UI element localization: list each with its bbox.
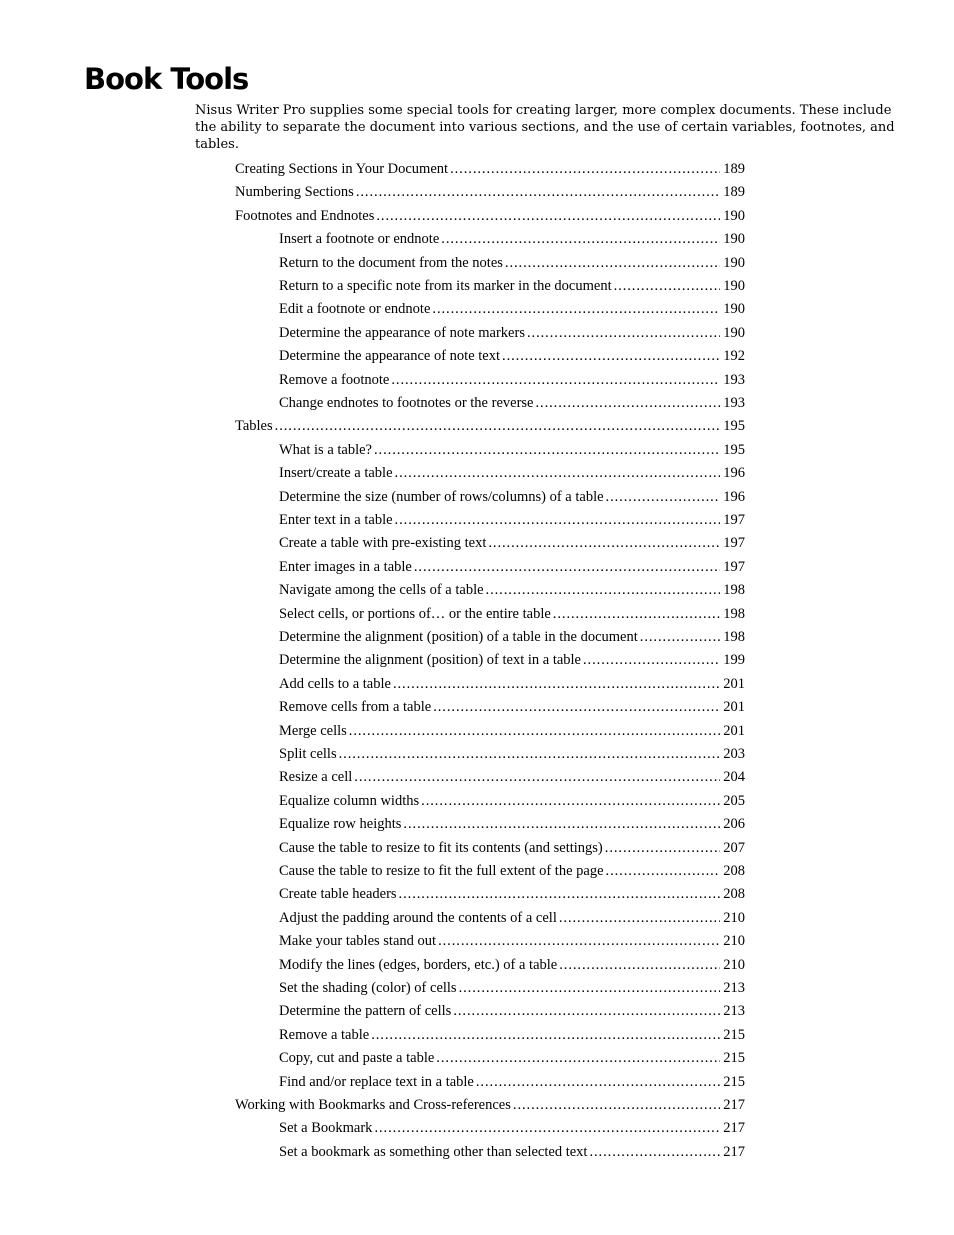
toc-entry-label: Enter images in a table	[279, 558, 412, 575]
dot-leader	[391, 369, 720, 392]
toc-entry[interactable]	[279, 532, 745, 555]
toc-entry-label: Determine the size (number of rows/columns) of a table	[279, 488, 604, 505]
toc-entry-page-number: 201	[723, 675, 745, 692]
toc-entry-page-number: 197	[723, 535, 745, 552]
toc-entry-page-number: 215	[723, 1026, 745, 1043]
toc-entry-label: Insert/create a table	[279, 465, 393, 482]
toc-entry-label: Find and/or replace text in a table	[279, 1073, 474, 1090]
toc-entry-label: Determine the alignment (position) of a table in the document	[279, 629, 638, 645]
toc-entry-label: Modify the lines (edges, borders, etc.) of a table	[279, 956, 558, 973]
toc-entry[interactable]	[279, 509, 745, 532]
toc-entry[interactable]	[279, 930, 745, 953]
toc-entry-page-number: 199	[723, 652, 745, 669]
toc-entry-page-number: 217	[723, 1120, 745, 1137]
dot-leader	[527, 322, 720, 345]
dot-leader	[438, 930, 720, 953]
toc-entry[interactable]	[279, 1071, 745, 1094]
toc-entry-page-number: 203	[723, 746, 745, 762]
dot-leader	[640, 626, 720, 649]
toc-entry-label: Merge cells	[279, 722, 347, 739]
dot-leader	[395, 462, 721, 485]
toc-entry-page-number: 213	[723, 980, 745, 996]
dot-leader	[399, 883, 721, 906]
toc-entry[interactable]	[235, 1094, 745, 1117]
toc-entry-label: Resize a cell	[279, 769, 353, 786]
toc-entry[interactable]	[279, 252, 745, 275]
toc-entry-page-number: 208	[723, 863, 745, 879]
toc-entry-page-number: 190	[723, 254, 745, 271]
toc-entry-label: Determine the appearance of note text	[279, 348, 501, 365]
dot-leader	[614, 275, 721, 298]
toc-entry[interactable]	[279, 486, 745, 509]
dot-leader	[486, 579, 721, 602]
toc-entry-label: Adjust the padding around the contents of a cell	[279, 909, 557, 926]
dot-leader	[371, 1024, 720, 1047]
toc-entry[interactable]	[279, 626, 745, 649]
dot-leader	[488, 532, 720, 555]
toc-entry-page-number: 193	[723, 395, 745, 411]
toc-entry-page-number: 201	[723, 699, 745, 716]
toc-entry[interactable]	[279, 275, 745, 298]
toc-entry-label: Make your tables stand out	[279, 933, 437, 950]
toc-entry-label: Creating Sections in Your Document	[235, 161, 449, 177]
toc-entry[interactable]	[279, 345, 745, 368]
toc-entry[interactable]	[235, 205, 745, 228]
toc-entry[interactable]	[279, 649, 745, 672]
dot-leader	[356, 181, 720, 204]
toc-entry[interactable]	[279, 696, 745, 719]
toc-entry-page-number: 217	[723, 1097, 745, 1113]
toc-entry[interactable]	[279, 439, 745, 462]
toc-entry-page-number: 206	[723, 816, 745, 833]
toc-entry-page-number: 217	[723, 1143, 745, 1160]
toc-entry[interactable]	[279, 392, 745, 415]
toc-entry-page-number: 195	[723, 418, 745, 435]
dot-leader	[433, 696, 720, 719]
dot-leader	[349, 720, 720, 743]
toc-entry-page-number: 197	[723, 558, 745, 575]
toc-entry-label: Create table headers	[279, 886, 397, 903]
dot-leader	[505, 252, 720, 275]
toc-entry-page-number: 210	[723, 909, 745, 926]
toc-entry-label: Insert a footnote or endnote	[279, 231, 440, 248]
dot-leader	[459, 977, 721, 1000]
toc-entry[interactable]	[235, 181, 745, 204]
toc-entry[interactable]	[279, 813, 745, 836]
toc-entry[interactable]	[279, 837, 745, 860]
toc-entry-page-number: 190	[723, 324, 745, 341]
dot-leader	[559, 907, 720, 930]
intro-paragraph: Nisus Writer Pro supplies some special tools for creating larger, more complex documents. These include the ability to separate the document into various sections, and the use of certain variables, footnotes, and tables.	[195, 103, 895, 152]
dot-leader	[583, 649, 720, 672]
toc-entry-label: Cause the table to resize to fit its contents (and settings)	[279, 839, 603, 856]
dot-leader	[535, 392, 720, 415]
page-title: Book Tools	[84, 62, 249, 96]
toc-entry-label: Determine the appearance of note markers	[279, 324, 525, 341]
dot-leader	[559, 954, 720, 977]
dot-leader	[476, 1071, 720, 1094]
toc-entry-label: Tables	[235, 418, 273, 435]
toc-entry-label: Remove cells from a table	[279, 699, 432, 716]
dot-leader	[403, 813, 720, 836]
dot-leader	[275, 415, 721, 438]
toc-entry[interactable]	[279, 462, 745, 485]
dot-leader	[414, 556, 720, 579]
dot-leader	[339, 743, 721, 766]
toc-entry[interactable]	[279, 369, 745, 392]
toc-entry-page-number: 190	[723, 207, 745, 224]
toc-entry-label: Equalize row heights	[279, 816, 402, 833]
toc-entry-label: Set a Bookmark	[279, 1120, 373, 1137]
toc-entry-label: Numbering Sections	[235, 184, 354, 201]
toc-entry-page-number: 213	[723, 1003, 745, 1020]
toc-entry-page-number: 192	[723, 348, 745, 365]
toc-entry-label: Navigate among the cells of a table	[279, 582, 484, 599]
toc-entry-page-number: 196	[723, 488, 745, 505]
toc-entry[interactable]	[279, 1141, 745, 1164]
toc-entry[interactable]	[279, 883, 745, 906]
dot-leader	[421, 790, 720, 813]
toc-entry[interactable]	[279, 1117, 745, 1140]
toc-entry-label: Set a bookmark as something other than selected text	[279, 1143, 588, 1160]
toc-entry[interactable]	[279, 1047, 745, 1070]
toc-entry-label: Change endnotes to footnotes or the reverse	[279, 395, 534, 411]
toc-entry-page-number: 207	[723, 839, 745, 856]
toc-entry-label: Enter text in a table	[279, 512, 393, 528]
toc-entry-page-number: 195	[723, 441, 745, 458]
toc-entry-label: Return to the document from the notes	[279, 254, 503, 271]
toc-entry-page-number: 208	[723, 886, 745, 903]
toc-entry[interactable]	[279, 298, 745, 321]
dot-leader	[606, 860, 721, 883]
dot-leader	[395, 509, 721, 532]
toc-entry-page-number: 190	[723, 231, 745, 248]
toc-entry-label: Add cells to a table	[279, 675, 391, 692]
dot-leader	[432, 298, 720, 321]
toc-entry[interactable]	[279, 673, 745, 696]
dot-leader	[374, 1117, 720, 1140]
toc-entry[interactable]	[279, 907, 745, 930]
toc-entry-page-number: 196	[723, 465, 745, 482]
toc-entry-page-number: 189	[723, 161, 745, 177]
dot-leader	[589, 1141, 720, 1164]
toc-entry-label: Determine the pattern of cells	[279, 1003, 452, 1020]
toc-entry-label: Return to a specific note from its marker in the document	[279, 278, 612, 294]
toc-entry-label: What is a table?	[279, 441, 372, 458]
toc-entry[interactable]	[279, 954, 745, 977]
toc-entry[interactable]	[279, 743, 745, 766]
dot-leader	[436, 1047, 720, 1070]
dot-leader	[513, 1094, 720, 1117]
toc-entry-page-number: 198	[723, 605, 745, 622]
toc-entry-label: Determine the alignment (position) of text in a table	[279, 652, 581, 669]
toc-entry-label: Footnotes and Endnotes	[235, 207, 375, 224]
dot-leader	[393, 673, 720, 696]
toc-entry-label: Remove a table	[279, 1026, 370, 1043]
dot-leader	[453, 1000, 720, 1023]
toc-entry-page-number: 201	[723, 722, 745, 739]
toc-entry[interactable]	[279, 322, 745, 345]
toc-entry-label: Edit a footnote or endnote	[279, 301, 431, 318]
dot-leader	[374, 439, 720, 462]
toc-entry[interactable]	[235, 158, 745, 181]
toc-entry[interactable]	[235, 415, 745, 438]
toc-entry-label: Remove a footnote	[279, 371, 390, 388]
toc-entry[interactable]	[279, 579, 745, 602]
toc-entry-page-number: 215	[723, 1073, 745, 1090]
toc-entry-page-number: 204	[723, 769, 745, 786]
toc-entry[interactable]	[279, 766, 745, 789]
toc-entry-label: Working with Bookmarks and Cross-references	[235, 1097, 511, 1113]
dot-leader	[605, 837, 720, 860]
toc-entry[interactable]	[279, 603, 745, 626]
toc-entry[interactable]	[279, 1000, 745, 1023]
toc-entry-page-number: 198	[723, 582, 745, 599]
dot-leader	[441, 228, 720, 251]
toc-entry-label: Set the shading (color) of cells	[279, 980, 457, 996]
toc-entry-page-number: 215	[723, 1050, 745, 1067]
toc-entry-label: Select cells, or portions of… or the entire table	[279, 605, 551, 622]
dot-leader	[354, 766, 720, 789]
toc-entry-page-number: 210	[723, 956, 745, 973]
toc-entry-label: Equalize column widths	[279, 792, 420, 809]
toc-entry[interactable]	[279, 860, 745, 883]
toc-entry-label: Create a table with pre-existing text	[279, 535, 487, 552]
toc-entry-page-number: 205	[723, 792, 745, 809]
dot-leader	[376, 205, 720, 228]
dot-leader	[450, 158, 720, 181]
toc-entry-page-number: 198	[723, 629, 745, 645]
toc-entry-label: Cause the table to resize to fit the full extent of the page	[279, 863, 604, 879]
toc-entry-page-number: 190	[723, 278, 745, 294]
toc-entry-page-number: 193	[723, 371, 745, 388]
dot-leader	[553, 603, 720, 626]
toc-entry[interactable]	[279, 1024, 745, 1047]
toc-entry-page-number: 190	[723, 301, 745, 318]
toc-entry[interactable]	[279, 228, 745, 251]
toc-entry-label: Split cells	[279, 746, 337, 762]
dot-leader	[502, 345, 720, 368]
toc-entry[interactable]	[279, 556, 745, 579]
toc-entry-label: Copy, cut and paste a table	[279, 1050, 435, 1067]
toc-entry-page-number: 189	[723, 184, 745, 201]
toc-entry[interactable]	[279, 790, 745, 813]
toc-entry[interactable]	[279, 720, 745, 743]
dot-leader	[606, 486, 721, 509]
toc-entry[interactable]	[279, 977, 745, 1000]
toc-entry-page-number: 210	[723, 933, 745, 950]
toc-entry-page-number: 197	[723, 512, 745, 528]
